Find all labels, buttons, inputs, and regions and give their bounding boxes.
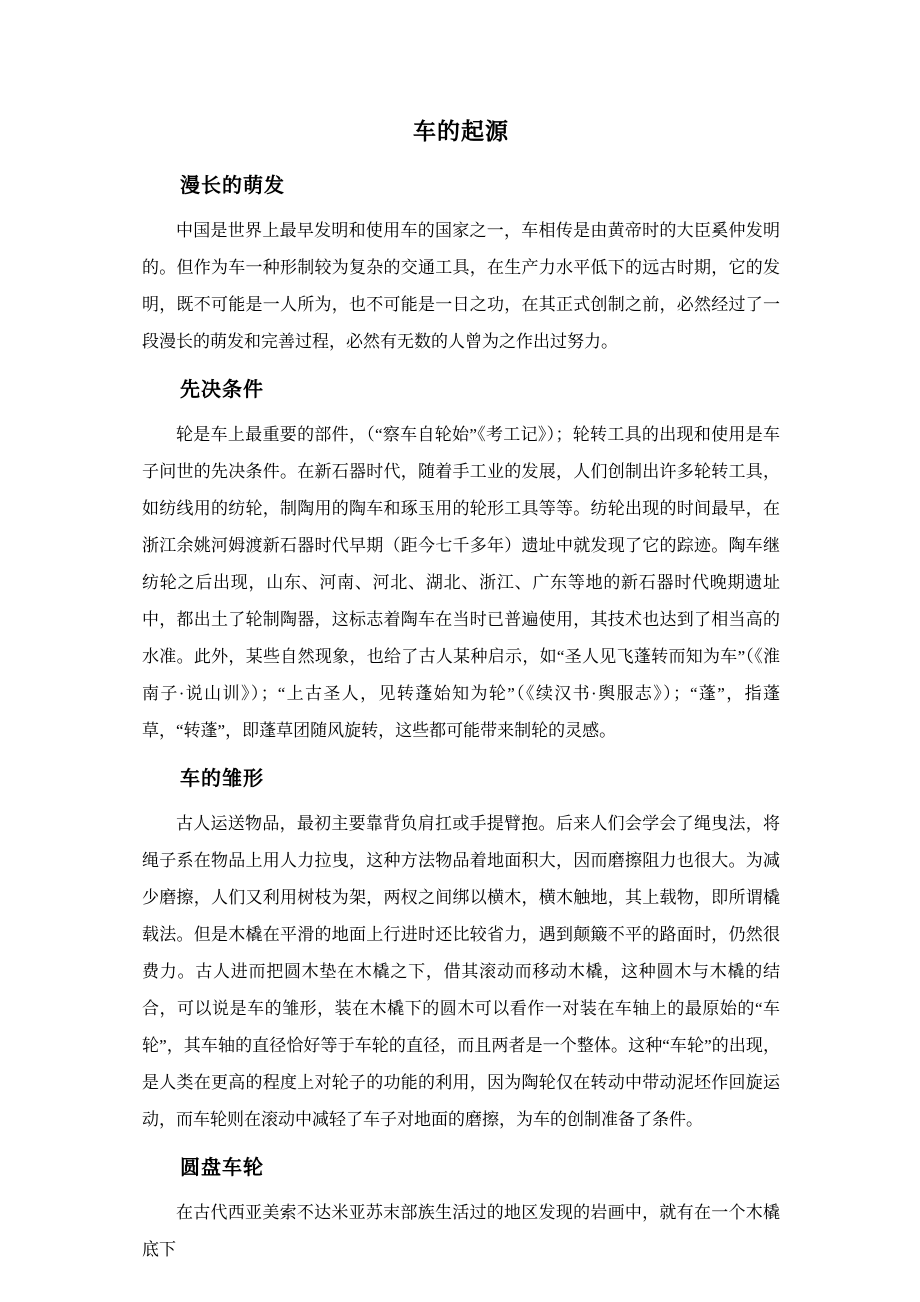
section-paragraph-prototype: 古人运送物品，最初主要靠背负肩扛或手提臂抱。后来人们会学会了绳曳法，将绳子系在物品上用人力拉曳，这种方法物品着地面积大，因而磨擦阻力也很大。为减少磨擦，人们又利用树枝为架，两杈之间绑以横木，横木触地，其上载物，即所谓橇载法。但是木橇在平滑的地面上行进时还比较省力，遇到颠簸不平的路面时，仍然很费力。古人进而把圆木垫在木橇之下，借其滚动而移动木橇，这种圆木与木橇的结合，可以说是车的雏形，装在木橇下的圆木可以看作一对装在车轴上的最原始的“车轮”，其车轴的直径恰好等于车轮的直径，而且两者是一个整体。这种“车轮”的出现，是人类在更高的程度上对轮子的功能的利用，因为陶轮仅在转动中带动泥坯作回旋运动，而车轮则在滚动中减轻了车子对地面的磨擦，为车的创制准备了条件。 xyxy=(142,814,780,1129)
section-heading-prerequisites: 先决条件 xyxy=(180,379,264,401)
section-paragraph-disc-wheel: 在古代西亚美索不达米亚苏末部族生活过的地区发现的岩画中，就有在一个木橇底下 xyxy=(142,1203,780,1259)
section-paragraph-sprout: 中国是世界上最早发明和使用车的国家之一，车相传是由黄帝时的大臣奚仲发明的。但作为车一种形制较为复杂的交通工具，在生产力水平低下的远古时期，它的发明，既不可能是一人所为，也不可能是一日之功，在其正式创制之前，必然经过了一段漫长的萌发和完善过程，必然有无数的人曾为之作出过努力。 xyxy=(142,221,780,351)
section-heading-prototype: 车的雏形 xyxy=(180,768,264,790)
section-paragraph-prerequisites: 轮是车上最重要的部件，（“察车自轮始”《考工记》）；轮转工具的出现和使用是车子问世的先决条件。在新石器时代，随着手工业的发展，人们创制出许多轮转工具，如纺线用的纺轮，制陶用的陶车和琢玉用的轮形工具等等。纺轮出现的时间最早，在浙江余姚河姆渡新石器时代早期（距今七千多年）遗址中就发现了它的踪迹。陶车继纺轮之后出现，山东、河南、河北、湖北、浙江、广东等地的新石器时代晚期遗址中，都出土了轮制陶器，这标志着陶车在当时已普遍使用，其技术也达到了相当高的水准。此外，某些自然现象，也给了古人某种启示，如“圣人见飞蓬转而知为车”（《淮南子·说山训》）；“上古圣人，见转蓬始知为轮”（《续汉书·舆服志》）；“蓬”，指蓬草，“转蓬”，即蓬草团随风旋转，这些都可能带来制轮的灵感。 xyxy=(142,425,780,740)
section-disc-wheel xyxy=(142,1154,780,1268)
section-prerequisites xyxy=(142,376,780,749)
section-sprout xyxy=(142,172,780,360)
document-title: 车的起源 xyxy=(413,119,509,144)
section-heading-disc-wheel: 圆盘车轮 xyxy=(180,1157,264,1179)
section-prototype xyxy=(142,765,780,1138)
section-heading-sprout: 漫长的萌发 xyxy=(180,175,285,197)
